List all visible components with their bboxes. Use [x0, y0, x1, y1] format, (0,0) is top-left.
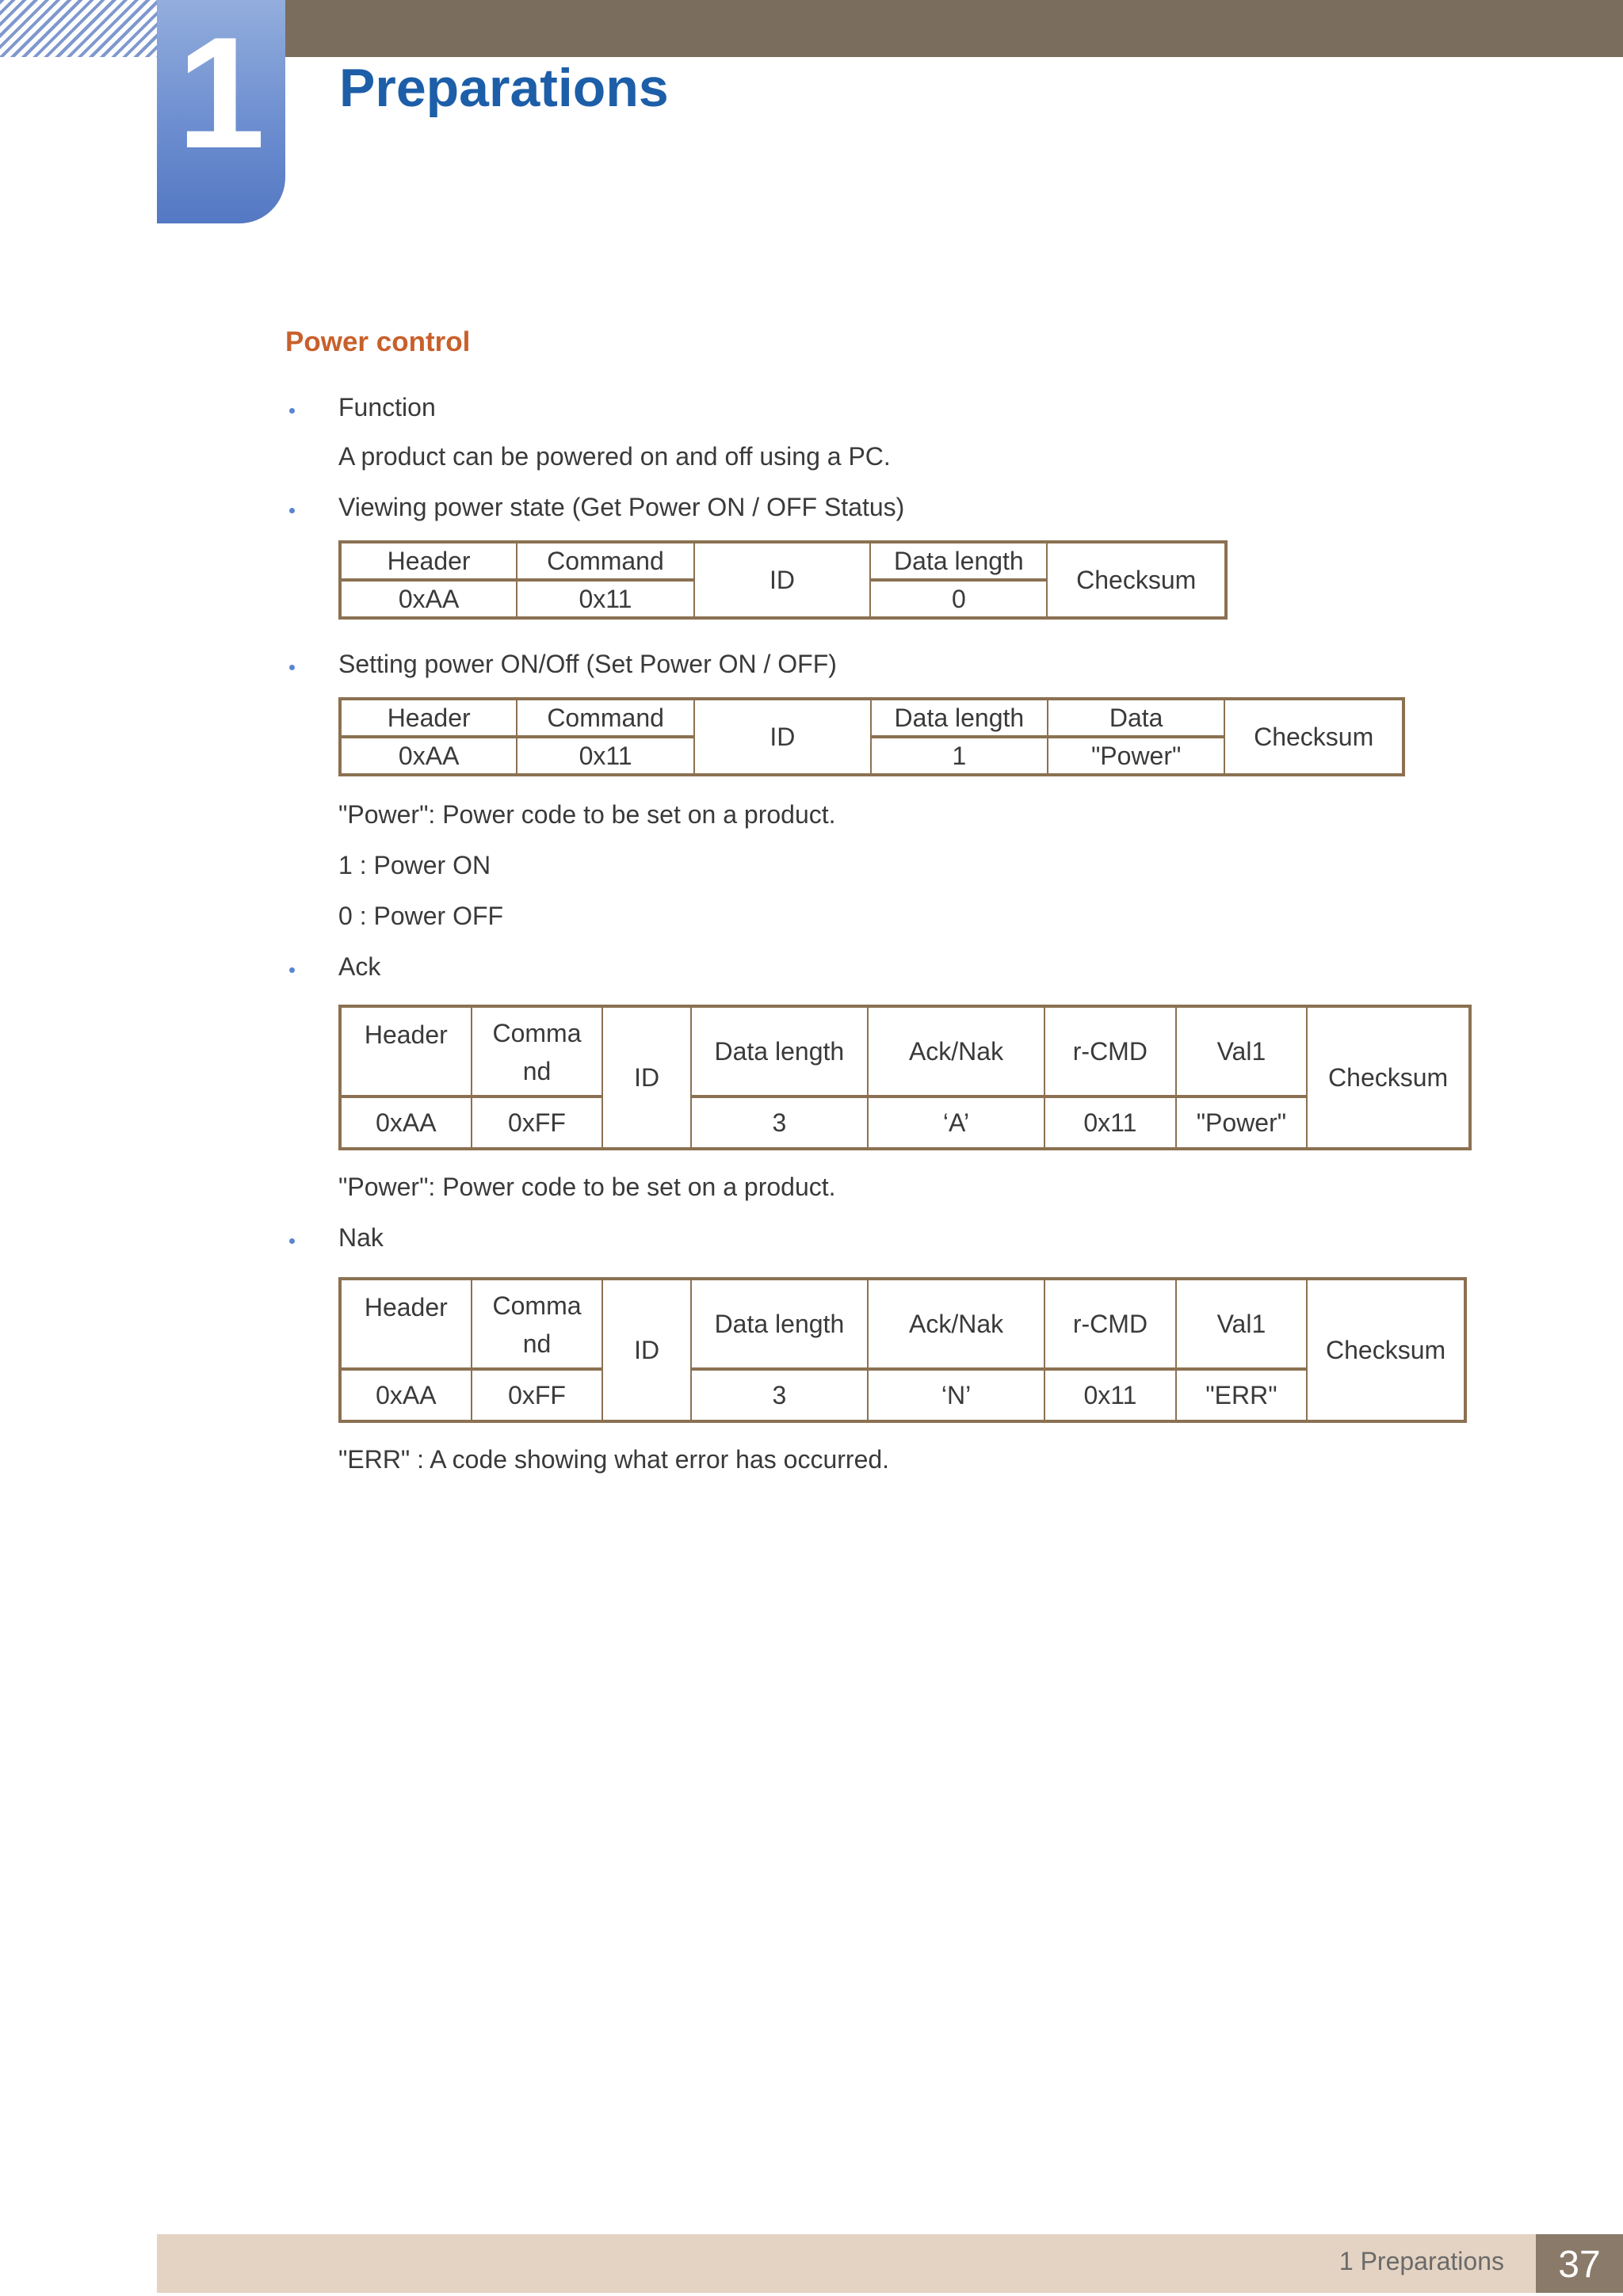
table-cell: 0xAA — [340, 1369, 472, 1421]
nak-note: "ERR" : A code showing what error has occurred. — [338, 1445, 890, 1474]
table-header-cell: r-CMD — [1044, 1279, 1175, 1369]
table-row — [340, 699, 1403, 737]
table-cell: 0x11 — [1044, 1097, 1175, 1149]
table-cell: 0xAA — [340, 737, 517, 775]
table-row — [340, 1097, 1470, 1149]
table-cell: 0xAA — [340, 580, 517, 618]
bullet-get-status: Viewing power state (Get Power ON / OFF Status) — [285, 491, 1522, 523]
table-header-cell: Ack/Nak — [868, 1006, 1044, 1097]
footer-bar — [157, 2234, 1623, 2293]
bullet-function: Function — [285, 391, 1522, 423]
corner-hatch-decoration — [0, 0, 157, 57]
table-row — [340, 542, 1226, 580]
table-header-cell: Checksum — [1047, 542, 1226, 618]
table-cell: 0x11 — [517, 580, 694, 618]
bullet-set-power: Setting power ON/Off (Set Power ON / OFF) — [285, 648, 1522, 680]
table-cell: 0xFF — [472, 1369, 603, 1421]
table-row — [340, 1006, 1470, 1097]
table-cell: ‘A’ — [868, 1097, 1044, 1149]
table-row — [340, 1279, 1465, 1369]
get-status-table — [338, 540, 1228, 620]
bullet-ack: Ack — [285, 951, 1522, 982]
table-cell: 3 — [691, 1369, 868, 1421]
table-header-cell: Val1 — [1176, 1006, 1308, 1097]
table-header-cell: Comma nd — [472, 1006, 603, 1097]
set-power-note: 0 : Power OFF — [338, 902, 504, 930]
chapter-title: Preparations — [339, 58, 669, 118]
table-header-cell: Data length — [870, 542, 1047, 580]
function-description: A product can be powered on and off using a PC. — [338, 442, 891, 471]
table-header-cell: Checksum — [1307, 1279, 1465, 1421]
table-header-cell: Header — [340, 699, 517, 737]
table-cell: "ERR" — [1176, 1369, 1308, 1421]
set-power-table — [338, 697, 1405, 776]
table-cell: 0xAA — [340, 1097, 472, 1149]
table-cell: "Power" — [1176, 1097, 1308, 1149]
nak-table — [338, 1277, 1467, 1423]
chapter-tab — [157, 0, 285, 223]
table-header-cell: Data length — [871, 699, 1048, 737]
table-header-cell: Data length — [691, 1006, 868, 1097]
table-header-cell: ID — [602, 1279, 691, 1421]
table-cell: ‘N’ — [868, 1369, 1044, 1421]
set-power-note: "Power": Power code to be set on a product. — [338, 800, 836, 829]
table-cell: 0 — [870, 580, 1047, 618]
table-header-cell: ID — [694, 699, 871, 775]
table-header-cell: ID — [694, 542, 871, 618]
table-header-cell: Command — [517, 699, 694, 737]
table-row — [340, 1369, 1465, 1421]
top-bar — [285, 0, 1623, 57]
table-header-cell: Ack/Nak — [868, 1279, 1044, 1369]
table-header-cell: Data length — [691, 1279, 868, 1369]
ack-note: "Power": Power code to be set on a product. — [338, 1173, 836, 1201]
section-title: Power control — [285, 326, 471, 357]
table-header-cell: r-CMD — [1044, 1006, 1175, 1097]
table-header-cell: Header — [340, 542, 517, 580]
ack-table — [338, 1005, 1472, 1150]
table-header-cell: ID — [602, 1006, 690, 1149]
chapter-number: 1 — [177, 5, 265, 181]
table-header-cell: Command — [517, 542, 694, 580]
table-cell: 1 — [871, 737, 1048, 775]
page-number: 37 — [1536, 2234, 1623, 2293]
table-header-cell: Header — [340, 1006, 472, 1097]
table-header-cell: Val1 — [1176, 1279, 1308, 1369]
table-header-cell: Comma nd — [472, 1279, 603, 1369]
table-header-cell: Checksum — [1307, 1006, 1470, 1149]
table-header-cell: Data — [1048, 699, 1224, 737]
bullet-nak: Nak — [285, 1222, 1522, 1253]
main-content — [285, 326, 1522, 1494]
table-cell: 3 — [691, 1097, 868, 1149]
table-header-cell: Header — [340, 1279, 472, 1369]
table-cell: 0xFF — [472, 1097, 603, 1149]
table-header-cell: Checksum — [1224, 699, 1403, 775]
footer-section-label: 1 Preparations — [1338, 2247, 1504, 2275]
table-cell: "Power" — [1048, 737, 1224, 775]
table-cell: 0x11 — [1044, 1369, 1175, 1421]
set-power-note: 1 : Power ON — [338, 851, 491, 879]
table-cell: 0x11 — [517, 737, 694, 775]
